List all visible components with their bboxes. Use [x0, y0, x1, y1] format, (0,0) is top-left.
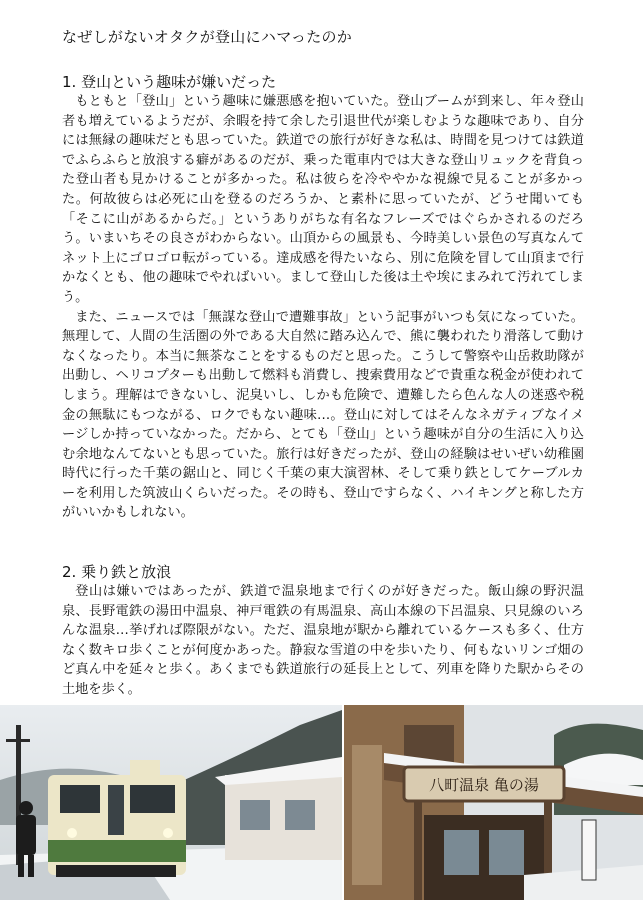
paragraph: また、ニュースでは「無謀な登山で遭難事故」という記事がいつも気になっていた。無理して、人間の生活圏の外である大自然に踏み込んで、熊に襲われたり滑落して動けなくなったり。本当に無茶なことをするものだと思った。こうして警察や山岳救助隊が出動し、ヘリコプターも出動して燃料も消費し、捜索費用などで貴重な税金が使われてしまう。理解はできないし、泥臭いし、しかも危険で、遭難したら色んな人の迷惑や税金の無駄にもつながる、ロクでもない趣味…。登山に対してはそんなネガティブなイメージしか持っていなかった。だから、とても「登山」という趣味が自分の生活に入り込む余地なんてないとも思っていた。旅行は好きだったが、登山の経験はせいぜい幼稚園時代に行った千葉の鋸山と、同じく千葉の東大演習林、そして乗り鉄としてケーブルカーを利用した筑波山くらいだった。その時も、登山ですらなく、ハイキングと称した方がいいかもしれない。	[62, 309, 584, 521]
section-heading-2: 2. 乗り鉄と放浪	[62, 563, 172, 581]
paragraph: 登山は嫌いではあったが、鉄道で温泉地まで行くのが好きだった。飯山線の野沢温泉、長野電鉄の湯田中温泉、神戸電鉄の有馬温泉、高山本線の下呂温泉、只見線のいろんな温泉…挙げれば際限がない。ただ、温泉地が駅から離れているケースも多く、仕方なく数キロ歩くことが何度かあった。静寂な雪道の中を歩いたり、何もないリンゴ畑のど真ん中を延々と歩く。あくまでも鉄道旅行の延長上として、列車を降りた駅からその土地を歩く。	[62, 584, 584, 697]
onsen-photo	[344, 705, 643, 900]
section-body-1	[62, 92, 584, 523]
onsen-photo-image	[344, 705, 643, 900]
section-heading-1: 1. 登山という趣味が嫌いだった	[62, 73, 277, 91]
page-title: なぜしがないオタクが登山にハマったのか	[62, 28, 353, 46]
paragraph: もともと「登山」という趣味に嫌悪感を抱いていた。登山ブームが到来し、年々登山者も増えているようだが、余暇を持て余した引退世代が楽しむような趣味であり、自分には無縁の趣味だとも思っていた。鉄道での旅行が好きな私は、時間を見つけては鉄道でふらふらと放浪する癖があるのだが、乗った電車内では大きな登山リュックを背負った登山者も見かけることが多かった。私は彼らを冷ややかな視線で見ることが多かった。何故彼らは必死に山を登るのだろうか、と素朴に思っていたが、どうせ聞いても「そこに山があるからだ。」というありがちな有名なフレーズではぐらかされるのだろう。いまいちその良さがわからない。山頂からの風景も、今時美しい景色の写真なんてネット上にゴロゴロ転がっている。達成感を得たいなら、別に危険を冒して山頂まで行かなくとも、他の趣味でやればいい。まして登山した後は土や埃にまみれて汚れてしまう。	[62, 94, 584, 305]
train-photo-image	[0, 705, 342, 900]
section-body-2	[62, 582, 584, 700]
onsen-sign-text: 八町温泉 亀の湯	[429, 776, 539, 794]
train-photo	[0, 705, 342, 900]
